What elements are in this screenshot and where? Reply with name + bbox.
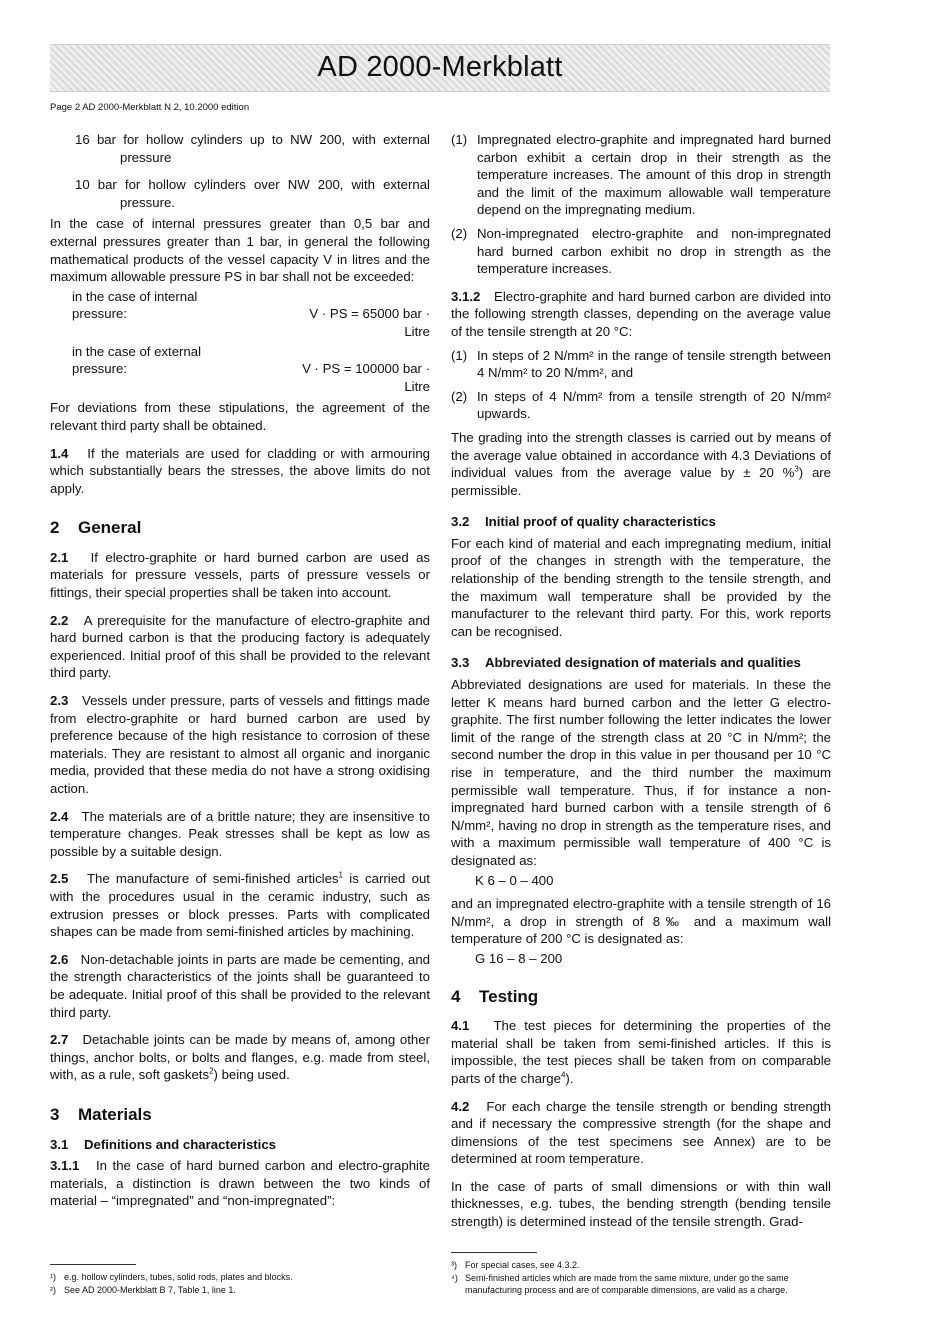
paragraph-3-1-1 — [50, 1157, 430, 1210]
section-number: 4.1 — [451, 1018, 470, 1034]
paragraph-deviation: For deviations from these stipulations, the agreement of the relevant third party shall be obtained. — [50, 400, 430, 433]
section-number: 2.4 — [50, 808, 69, 824]
footnote — [50, 1284, 430, 1296]
paragraph-text: ) are permissible. — [451, 465, 832, 498]
footnote-ref: 4 — [560, 1070, 566, 1080]
list-item — [451, 388, 831, 423]
footnote-ref: 2 — [209, 1066, 214, 1076]
section-number: 2.7 — [50, 1032, 69, 1048]
heading-number: 4 — [451, 986, 461, 1006]
formula-2-label: in the case of external — [72, 343, 202, 359]
paragraph-2-6 — [50, 951, 430, 1021]
running-head: Page 2 AD 2000-Merkblatt N 2, 10.2000 edition — [50, 102, 250, 113]
paragraph-text: If electro-graphite or hard burned carbon are used as materials for pressure vessels, parts of pressure vessels or fittings, their special properties shall be taken into account. — [50, 549, 431, 601]
formula-1 — [50, 305, 430, 340]
heading-text: Abbreviated designation of materials and qualities — [485, 655, 801, 671]
list-text: In steps of 4 N/mm² from a tensile strength of 20 N/mm² upwards. — [477, 388, 831, 422]
paragraph-1-4 — [50, 445, 430, 498]
document-title: AD 2000-Merkblatt — [317, 51, 563, 83]
list-number: (1) — [451, 132, 468, 147]
paragraph-text: The materials are of a brittle nature; they are insensitive to temperature changes. Peak stresses shall be kept as low as possible by a suitable design. — [50, 808, 430, 859]
right-column — [451, 131, 831, 1241]
heading-text: Testing — [479, 986, 539, 1006]
paragraph-text: Vessels under pressure, parts of vessels and fittings made from electro-graphite or hard burned carbon are used by preference because of the high resistance to corrosion of these materials. They are resistant to almost all organic and inorganic media, provided that these media do not have a strong oxidising action. — [50, 693, 430, 796]
paragraph-text: The test pieces for determining the properties of the material shall be taken from semi-finished articles. If this is impossible, the test pieces shall be taken from on comparable parts of the charge — [451, 1018, 831, 1086]
continuation-line-1: 16 bar for hollow cylinders up to NW 200, with external pressure — [75, 132, 430, 165]
paragraph-text: is carried out with the procedures usual in the ceramic industry, such as extrusion presses or block presses. Parts with complicated shapes can be made from semi-finished articles by machining. — [50, 871, 430, 940]
footnote-ref: 1 — [338, 870, 343, 880]
list-item — [451, 225, 831, 278]
footnote-text: See AD 2000-Merkblatt B 7, Table 1, line 1. — [64, 1285, 236, 1295]
list-number: (1) — [451, 347, 468, 363]
footnote-marker: ²) — [50, 1285, 56, 1295]
list-number: (2) — [451, 388, 468, 404]
header-banner — [50, 44, 830, 92]
paragraph-text: Non-detachable joints in parts are made be cementing, and the strength characteristics of the joints shall be guaranteed to be adequate. Initial proof of this shall be provided to the relevant third party. — [50, 951, 430, 1020]
heading-text: Materials — [78, 1104, 152, 1124]
footnote-marker: ¹) — [50, 1272, 56, 1282]
paragraph-2-1 — [50, 549, 430, 602]
list-item — [451, 131, 831, 219]
paragraph-4-2-b: In the case of parts of small dimensions or with thin wall thicknesses, e.g. tubes, the bending strength (bending tensile strength) is determined instead of the tensile strength. Grad- — [451, 1178, 831, 1230]
list-number: (2) — [451, 225, 468, 241]
paragraph-4-1 — [451, 1017, 831, 1087]
paragraph-text: ). — [565, 1070, 574, 1086]
list-text: Impregnated electro-graphite and impregnated hard burned carbon exhibit a certain drop in their strength as the temperature increases. The amount of this drop in strength and the limit of the maximum allowable wall temperature depend on the impregnating medium. — [477, 132, 831, 218]
designation-example-2: G 16 – 8 – 200 — [475, 950, 563, 966]
paragraph-text: ) being used. — [213, 1067, 290, 1083]
heading-initial-proof — [451, 513, 831, 531]
continuation-line-2: 10 bar for hollow cylinders over NW 200, with external pressure. — [75, 177, 430, 210]
heading-number: 2 — [50, 518, 60, 538]
paragraph-internal-pressure: In the case of internal pressures greater than 0,5 bar and external pressures greater than 1 bar, in general the following mathematical products of the vessel capacity V in litres and the maximum allowable pressure PS in bar shall not be exceeded: — [50, 216, 430, 285]
section-number: 2.3 — [50, 693, 69, 709]
formula-1-label: in the case of internal — [72, 288, 198, 304]
paragraph-text: The manufacture of semi-finished articles — [86, 871, 339, 887]
heading-number: 3.1 — [50, 1136, 69, 1152]
heading-testing — [451, 988, 831, 1006]
footnote-rule — [451, 1252, 537, 1253]
paragraph-4-2 — [451, 1098, 831, 1168]
formula-2-value: V · PS = 100000 bar · Litre — [302, 361, 430, 394]
footnote-marker: ⁴) — [451, 1273, 458, 1283]
heading-number: 3 — [50, 1104, 60, 1124]
paragraph-2-2 — [50, 612, 430, 682]
designation-example-1: K 6 – 0 – 400 — [475, 872, 554, 888]
footnote-text: e.g. hollow cylinders, tubes, solid rods, plates and blocks. — [64, 1272, 293, 1282]
heading-number: 3.3 — [451, 655, 470, 671]
footnote — [451, 1272, 831, 1296]
paragraph-2-7 — [50, 1031, 430, 1084]
paragraph-text: Electro-graphite and hard burned carbon are divided into the following strength classes, depending on the average value of the tensile strength at 20 °C: — [451, 288, 831, 339]
paragraph-2-3 — [50, 692, 430, 798]
paragraph-text: Detachable joints can be made by means of, among other things, anchor bolts, or bolts and flanges, e.g. made from steel, with, as a rule, soft gaskets — [50, 1032, 430, 1083]
paragraph-text: A prerequisite for the manufacture of electro-graphite and hard burned carbon is that the producing factory is adequately experienced. Initial proof of this shall be provided to the relevant third party. — [50, 612, 431, 681]
list-item — [451, 347, 831, 382]
formula-1-label-2: pressure: — [72, 306, 127, 322]
heading-general — [50, 519, 430, 537]
left-column — [50, 131, 430, 1220]
footnotes-right — [451, 1252, 831, 1297]
section-number: 4.2 — [451, 1098, 470, 1114]
heading-number: 3.2 — [451, 514, 470, 530]
formula-2-label-2: pressure: — [72, 361, 127, 377]
footnote-text: For special cases, see 4.3.2. — [465, 1260, 580, 1270]
heading-abbreviated-designation — [451, 654, 831, 672]
paragraph-3-3-b: and an impregnated electro-graphite with a tensile strength of 16 N/mm², a drop in strength of 8‰ and a maximum wall temperature of 200 °C is designated as: — [451, 896, 831, 947]
section-number: 2.5 — [50, 871, 69, 887]
section-number: 3.1.1 — [50, 1158, 80, 1174]
list-text: In steps of 2 N/mm² in the range of tensile strength between 4 N/mm² to 20 N/mm², and — [477, 347, 831, 381]
formula-2 — [50, 360, 430, 395]
footnote — [451, 1259, 831, 1271]
heading-definitions — [50, 1136, 430, 1154]
footnote-text: Semi-finished articles which are made from the same mixture, under go the same manufacturing process and are of comparable dimensions, are valid as a charge. — [465, 1273, 789, 1295]
footnotes-left — [50, 1264, 430, 1297]
section-number: 2.6 — [50, 951, 69, 967]
heading-materials — [50, 1106, 430, 1124]
section-number: 2.2 — [50, 612, 69, 628]
paragraph-grading — [451, 429, 831, 499]
paragraph-text: If the materials are used for cladding or with armouring which substantially bears the stresses, the above limits do not apply. — [50, 445, 430, 496]
section-number: 1.4 — [50, 445, 69, 461]
paragraph-2-5 — [50, 870, 430, 940]
section-number: 3.1.2 — [451, 288, 481, 304]
footnote-ref: 3 — [794, 464, 799, 474]
footnote-marker: ³) — [451, 1260, 457, 1270]
paragraph-3-1-2 — [451, 288, 831, 341]
heading-text: Definitions and characteristics — [84, 1136, 277, 1152]
paragraph-text: In the case of hard burned carbon and electro-graphite materials, a distinction is drawn between the two kinds of material – “impregnated” and “non-impregnated”: — [50, 1158, 430, 1209]
formula-1-value: V · PS = 65000 bar · Litre — [309, 306, 430, 339]
section-number: 2.1 — [50, 549, 69, 565]
heading-text: General — [78, 518, 142, 538]
list-text: Non-impregnated electro-graphite and non-impregnated hard burned carbon exhibit no drop in strength as the temperature increases. — [477, 225, 831, 277]
paragraph-text: For each charge the tensile strength or bending strength and if necessary the compressive strength (for the shape and dimensions of the test specimens see Annex) are to be determined at room temperature. — [451, 1098, 831, 1167]
paragraph-text: The grading into the strength classes is carried out by means of the average value obtained in accordance with 4.3 Deviations of individual values from the average value by ± 20 % — [451, 429, 831, 481]
paragraph-3-3: Abbreviated designations are used for materials. In these the letter K means hard burned carbon and the letter G electro-graphite. The first number following the letter indicates the lower limit of the range of the strength class at 20 °C in N/mm²; the second number the drop in this value in per thousand per 10 °C rise in temperature, and the third number the maximum permissible wall temperature. Thus, if for instance a non-impregnated hard burned carbon with a tensile strength of 6 N/mm², having no drop in strength as the temperature rises, and with a maximum permissible wall temperature of 400 °C is designated as: — [451, 677, 831, 868]
footnote — [50, 1271, 430, 1283]
heading-text: Initial proof of quality characteristics — [485, 514, 716, 530]
paragraph-2-4 — [50, 808, 430, 861]
footnote-rule — [50, 1264, 136, 1265]
paragraph-3-2: For each kind of material and each impregnating medium, initial proof of the changes in strength with the temperature, the relationship of the bending strength to the tensile strength, and the maximum wall temperature shall be provided by the manufacturer to the relevant third party. For this, work reports can be recognised. — [451, 535, 831, 639]
